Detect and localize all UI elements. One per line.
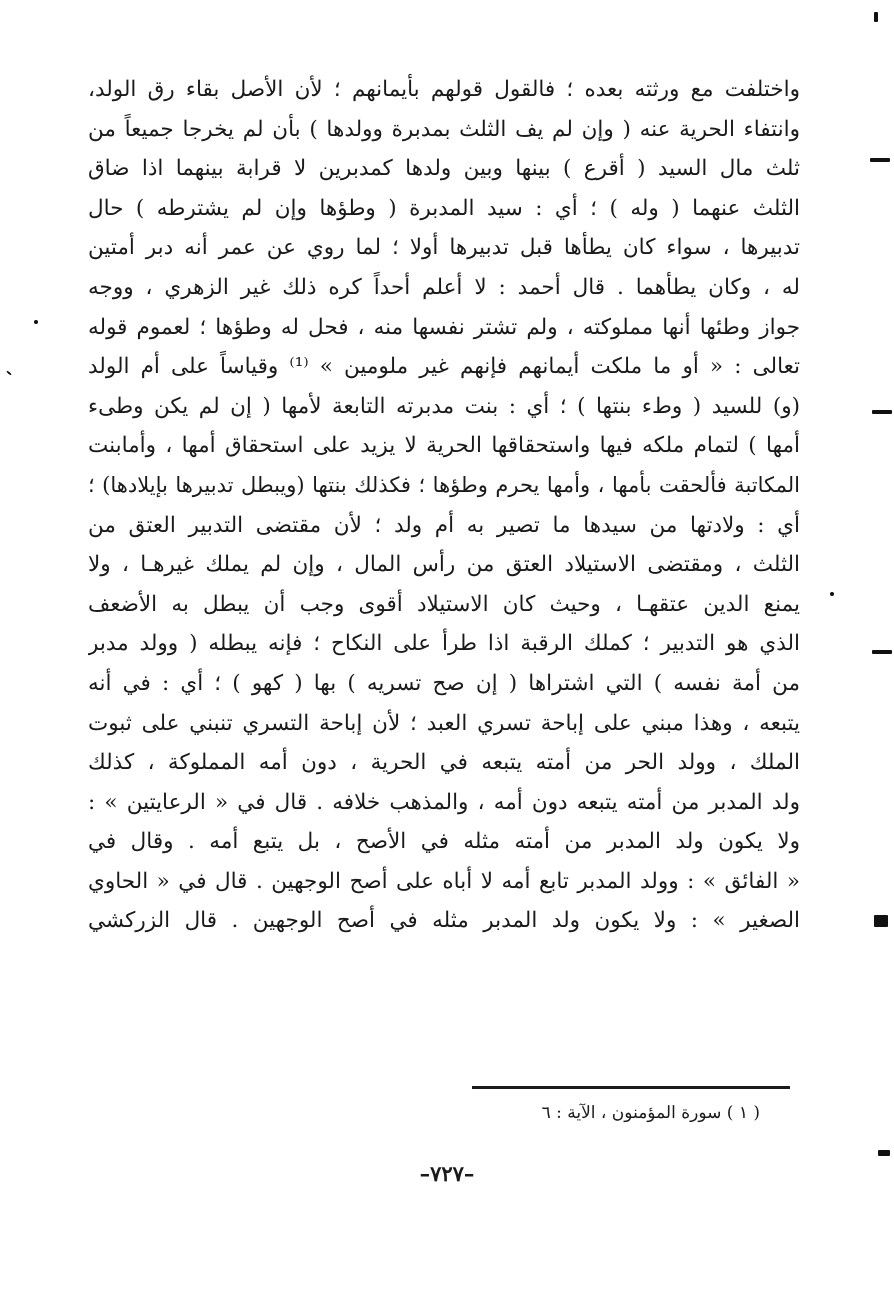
margin-mark (870, 158, 890, 162)
text-line: جواز وطئها أنها مملوكته ، ولم تشتر نفسها منه ، فحل له وطؤها ؛ لعموم قوله (88, 314, 800, 340)
text-line: ولا يكون ولد المدبر من أمته مثله في الأصح ، بل يتبع أمه . وقال في (88, 829, 800, 855)
text-line: تدبيرها ، سواء كان يطأها قبل تدبيرها أولا ؛ لما روي عن عمر أنه دبر أمتين (88, 235, 800, 261)
text-line: الملك ، وولد الحر من أمته يتبعه في الحرية ، دون أمه المملوكة ، كذلك (88, 750, 800, 776)
text-line: « الفائق » : وولد المدبر تابع أمه لا أباه على أصح الوجهين . قال في « الحاوي (88, 868, 800, 894)
text-line: يتبعه ، وهذا مبني على إباحة تسري العبد ؛ لأن إباحة التسري تنبني على ثبوت (88, 710, 800, 736)
margin-mark (878, 1150, 890, 1156)
body-text (88, 70, 800, 941)
text-line: (و) للسيد ( وطء بنتها ) ؛ أي : بنت مدبرته التابعة لأمها ( إن لم يكن وطىء (88, 393, 800, 419)
margin-mark (874, 915, 888, 927)
text-line: الصغير » : ولا يكون ولد المدبر مثله في أصح الوجهين . قال الزركشي (88, 908, 800, 934)
text-line: ولد المدبر من أمته يتبعه دون أمه ، والمذهب خلافه . قال في « الرعايتين » : (88, 789, 800, 815)
text-line: تعالى : « أو ما ملكت أيمانهم فإنهم غير ملومين » ⁽¹⁾ وقياساً على أم الولد (88, 354, 800, 380)
margin-mark (872, 410, 892, 414)
text-line: له ، وكان يطأهما . قال أحمد : لا أعلم أحداً كره ذلك غير الزهري ، ووجه (88, 274, 800, 300)
text-line: أمها ) لتمام ملكه فيها واستحقاقها الحرية لا يزيد على استحقاق أمها ، وأمابنت (88, 433, 800, 459)
footnote: ( ١ ) سورة المؤمنون ، الآية : ٦ (541, 1103, 760, 1123)
text-line: من أمة نفسه ) التي اشتراها ( إن صح تسريه ) بها ( كهو ) ؛ أي : في أنه (88, 670, 800, 696)
margin-mark (34, 320, 38, 324)
text-line: الثلث ، ومقتضى الاستيلاد العتق من رأس المال ، وإن لم يملك غيرهـا ، ولا (88, 552, 800, 578)
footnote-rule (472, 1086, 790, 1089)
margin-mark (874, 12, 878, 22)
text-line: واختلفت مع ورثته بعده ؛ فالقول قولهم بأيمانهم ؛ لأن الأصل بقاء رق الولد، (88, 77, 800, 102)
page-number: –٧٢٧– (419, 1161, 475, 1186)
margin-mark (830, 592, 834, 596)
text-line: وانتفاء الحرية عنه ( وإن لم يف الثلث بمدبرة وولدها ) بأن لم يخرجا جميعاً من (88, 116, 800, 142)
text-line: الثلث عنهما ( وله ) ؛ أي : سيد المدبرة ( وطؤها وإن لم يشترطه ) حال (88, 195, 800, 221)
text-line: ثلث مال السيد ( أقرع ) بينها وبين ولدها كمدبرين لا قرابة بينهما اذا ضاق (88, 156, 800, 182)
text-line: يمنع الدين عتقهـا ، وحيث كان الاستيلاد أقوى وجب أن يبطل به الأضعف (88, 591, 800, 617)
text-line: أي : ولادتها من سيدها ما تصير به أم ولد ؛ لأن مقتضى التدبير العتق من (88, 512, 800, 538)
margin-mark (6, 370, 12, 375)
text-line: الذي هو التدبير ؛ كملك الرقبة اذا طرأ على النكاح ؛ فإنه يبطله ( وولد مدبر (88, 631, 800, 657)
text-line: المكاتبة فألحقت بأمها ، وأمها يحرم وطؤها ؛ فكذلك بنتها (ويبطل تدبيرها بإيلادها) ؛ (88, 472, 800, 497)
margin-mark (872, 650, 892, 654)
